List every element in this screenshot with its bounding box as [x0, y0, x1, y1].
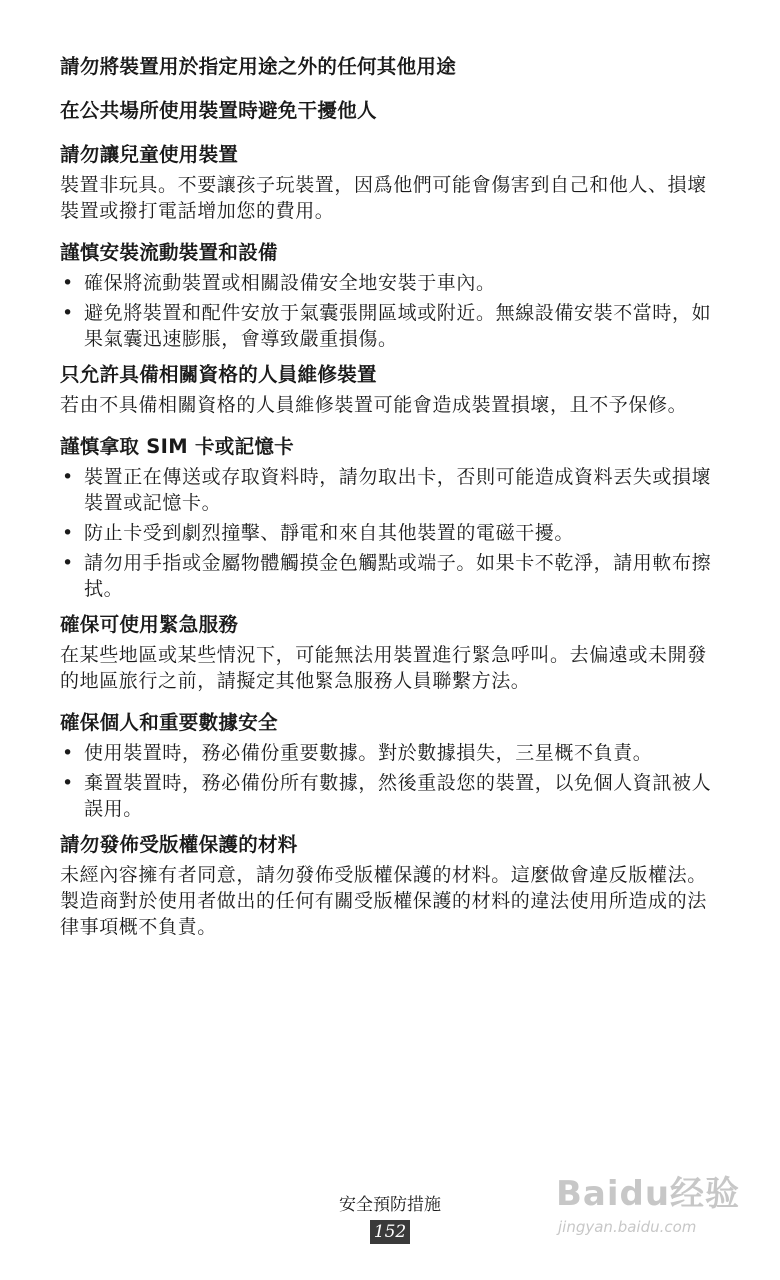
section-emergency: [60, 612, 720, 694]
list-item: • 使用裝置時，務必備份重要數據。對於數據損失，三星概不負責。: [62, 742, 653, 764]
list-item: • 棄置裝置時，務必備份所有數據，然後重設您的裝置，以免個人資訊被人誤用。: [62, 772, 712, 820]
section-heading: 請勿發佈受版權保護的材料: [60, 833, 298, 856]
section-paragraph: 若由不具備相關資格的人員維修裝置可能會造成裝置損壞，且不予保修。: [60, 394, 688, 416]
list-item: • 裝置正在傳送或存取資料時，請勿取出卡，否則可能造成資料丟失或損壞裝置或記憶卡。: [62, 466, 712, 514]
bullet-list: [60, 270, 720, 352]
section-copyright: [60, 832, 720, 940]
bullet-list: [60, 740, 720, 822]
section-heading: 請勿讓兒童使用裝置: [60, 143, 239, 166]
section-public: [60, 98, 720, 124]
list-item: • 避免將裝置和配件安放于氣囊張開區域或附近。無線設備安裝不當時，如果氣囊迅速膨脹，會導致嚴重損傷。: [62, 302, 712, 350]
document-body: [60, 54, 720, 940]
bullet-icon: •: [62, 272, 74, 294]
section-heading: 確保個人和重要數據安全: [60, 711, 278, 734]
bullet-icon: •: [62, 466, 74, 488]
section-purpose: [60, 54, 720, 80]
watermark-url: jingyan.baidu.com: [558, 1218, 697, 1236]
bullet-icon: •: [62, 522, 74, 544]
section-children: [60, 142, 720, 224]
section-heading: 請勿將裝置用於指定用途之外的任何其他用途: [60, 55, 457, 78]
section-mobile-install: [60, 240, 720, 352]
bullet-icon: •: [62, 742, 74, 764]
bullet-icon: •: [62, 772, 74, 794]
section-sim-card: [60, 434, 720, 602]
bullet-icon: •: [62, 302, 74, 324]
section-heading: 在公共場所使用裝置時避免干擾他人: [60, 99, 377, 122]
watermark-logo: Baidu经验: [556, 1174, 741, 1214]
bullet-list: [60, 464, 720, 602]
section-qualified-repair: [60, 362, 720, 418]
baidu-watermark: [556, 1166, 766, 1258]
section-heading: 只允許具備相關資格的人員維修裝置: [60, 363, 377, 386]
section-heading: 謹慎拿取 SIM 卡或記憶卡: [60, 435, 294, 458]
page-number: 152: [370, 1220, 410, 1244]
list-item: • 防止卡受到劇烈撞擊、靜電和來自其他裝置的電磁干擾。: [62, 522, 575, 544]
list-item: • 確保將流動裝置或相關設備安全地安裝于車內。: [62, 272, 496, 294]
section-heading: 確保可使用緊急服務: [60, 613, 239, 636]
list-item: • 請勿用手指或金屬物體觸摸金色觸點或端子。如果卡不乾淨，請用軟布擦拭。: [62, 552, 712, 600]
bullet-icon: •: [62, 552, 74, 574]
section-paragraph: 裝置非玩具。不要讓孩子玩裝置，因爲他們可能會傷害到自己和他人、損壞裝置或撥打電話增加您的費用。: [60, 174, 707, 222]
section-data-security: [60, 710, 720, 822]
footer-chapter-title: 安全預防措施: [339, 1195, 441, 1215]
section-paragraph: 在某些地區或某些情況下，可能無法用裝置進行緊急呼叫。去偏遠或未開發的地區旅行之前，請擬定其他緊急服務人員聯繫方法。: [60, 644, 707, 692]
section-paragraph: 未經內容擁有者同意，請勿發佈受版權保護的材料。這麼做會違反版權法。製造商對於使用者做出的任何有關受版權保護的材料的違法使用所造成的法律事項概不負責。: [60, 864, 707, 938]
section-heading: 謹慎安裝流動裝置和設備: [60, 241, 278, 264]
